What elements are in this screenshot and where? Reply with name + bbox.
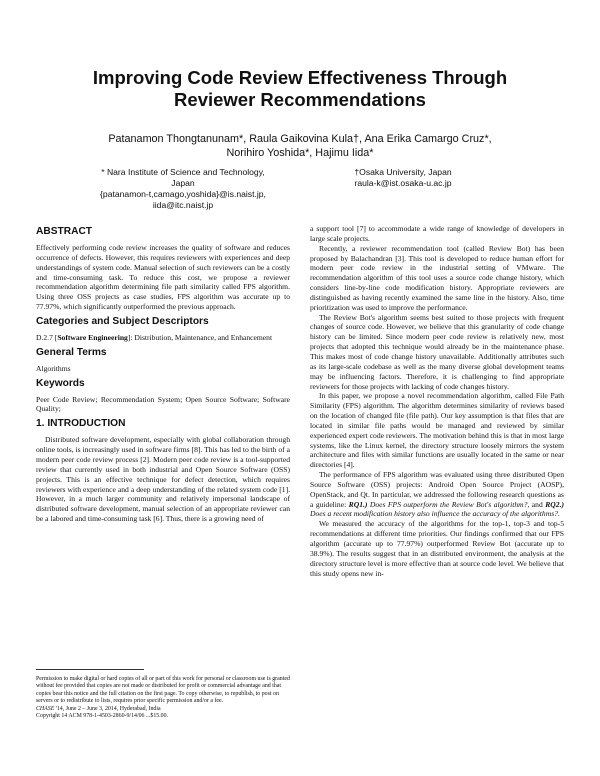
rq-intro: The performance of FPS algorithm was evaluated using three distributed Open Source Software (OSS) projects: Android Open Source Project (AOSP), OpenStack, and Qt. In particular, we addressed the following research questions as a guideline:	[310, 470, 564, 509]
categories-rest: ]: Distribution, Maintenance, and Enhancement	[127, 332, 273, 342]
categories-code: D.2.7 [	[36, 332, 58, 342]
introduction-heading: 1. INTRODUCTION	[36, 418, 126, 430]
paragraph: We measured the accuracy of the algorithms for the top-1, top-3 and top-5 recommendations at different time priorities. Our findings confirmed that our FPS algorithm (accurate up to 77.97%) outperformed Review Bot (accurate up to 38.9%). The results suggest that in an distributed environment, the analysis at the directory structure level is more effective than at source code level. We believe that this study opens new in-	[310, 519, 564, 578]
venue-details: '14, June 2 – June 3, 2014, Hyderabad, India	[54, 705, 161, 712]
affiliation-email: raula-k@ist.osaka-u.ac.jp	[354, 178, 452, 188]
abstract-heading: ABSTRACT	[36, 226, 93, 237]
introduction-text: Distributed software development, especially with global collaboration through online tools, is increasingly used in software firms [8]. This has led to the birth of a modern peer code review process [2]. Modern peer code review is a tool-supported review that currently used in both industrial and Open Source Software (OSS) projects. This is an effective technique for defect detection, which requires reviewers with experience and a deep understanding of the related system code [1]. However, in a much larger community and relatively impersonal landscape of distributed software development, manual selection of an appropriate reviewer can be a labored and time-consuming task [6]. Thus, there is a growing need of	[36, 435, 290, 524]
rq1-text: Does FPS outperform the Review Bot's algorithm?,	[367, 499, 530, 509]
general-terms-heading: General Terms	[36, 346, 107, 358]
paragraph: The Review Bot's algorithm seems best suited to those projects with frequent changes of source code. However, we believe that this granularity of code change history can be limited. Since modern peer code review is relatively new, most projects that adopted this technique would already be in the maintenance phase. This makes most of code change history unavailable. Additionally attributes such as its large-scale codebase as well as the many diverse global development teams may be influencing factors. Therefore, it is challenging to find appropriate reviewers for those projects with lacking of code changes history.	[310, 312, 564, 391]
copyright-notice	[36, 669, 290, 720]
left-column	[36, 226, 290, 524]
categories-text	[36, 333, 290, 343]
title-line-2: Reviewer Recommendations	[174, 89, 426, 110]
permission-text: Permission to make digital or hard copies of all or part of this work for personal or classroom use is granted without fee provided that copies are not made or distributed for profit or commercial advantage and that copies bear this notice and the full citation on the first page. To copy otherwise, to republish, to post on servers or to redistribute to lists, requires prior specific permission and/or a fee.	[36, 676, 290, 705]
rq-connector: and	[529, 499, 546, 509]
author-list	[40, 132, 560, 160]
affiliation-line: Japan	[171, 178, 195, 188]
abstract-text: Effectively performing code review increases the quality of software and reduces occurrence of defects. However, this requires reviewers with experiences and deep understandings of system code. Manual selection of such reviewers can be a costly and time-consuming task. To reduce this cost, we propose a reviewer recommendation algorithm determining file path similarity called FPS algorithm. Using three OSS projects as case studies, FPS algorithm was accurate up to 77.97%, which significantly outperformed the previous approach.	[36, 243, 290, 312]
paragraph: Recently, a reviewer recommendation tool (called Review Bot) has been proposed by Balachandran [3]. This tool is developed to reduce human effort for modern peer code review in the industrial setting of VMware. The recommendation algorithm of this tool uses a source code change history, which considers line-by-line code modification history. Appropriate reviewers are distinguished as having recently examined the same line in the history. Also, time prioritization was used to improve the performance.	[310, 243, 564, 312]
paragraph: In this paper, we propose a novel recommendation algorithm, called File Path Similarity (FPS) algorithm. The algorithm determines similarity of reviews based on the location of changed file (file path). Our key assumption is that files that are located in similar file paths would be managed and reviewed by similar experienced expert code reviewers. The motivation behind this is that in most large systems, like the Linux kernel, the directory structure loosely mirrors the system architecture and files with similar functions are usually located in the same or near directories [4].	[310, 391, 564, 470]
affiliation-nara	[68, 167, 298, 211]
venue-line	[36, 706, 290, 713]
paragraph: a support tool [7] to accommodate a wide range of knowledge of developers in large scale projects.	[310, 224, 564, 243]
rq2-label: RQ2.)	[545, 499, 564, 509]
rq2-text: Does a recent modification history also influence the accuracy of the algorithms?.	[310, 509, 560, 519]
footnote-rule	[36, 669, 144, 670]
categories-heading: Categories and Subject Descriptors	[36, 315, 209, 327]
authors-line-2: Norihiro Yoshida*, Hajimu Iida*	[226, 147, 374, 159]
affiliation-osaka	[318, 167, 488, 189]
authors-line-1: Patanamon Thongtanunam*, Raula Gaikovina Kula†, Ana Erika Camargo Cruz*,	[108, 133, 492, 145]
rq1-label: RQ1.)	[348, 499, 368, 509]
general-terms-text: Algorithms	[36, 363, 71, 373]
venue-name: CHASE	[36, 705, 55, 712]
keywords-text: Peer Code Review; Recommendation System; Open Source Software; Software Quality;	[36, 394, 290, 414]
paper-title	[40, 67, 560, 111]
affiliation-email: iida@itc.naist.jp	[152, 200, 214, 210]
keywords-heading: Keywords	[36, 377, 85, 389]
copyright-line: Copyright 14 ACM 978-1-4503-2860-9/14/06 ...$15.00.	[36, 713, 169, 720]
title-line-1: Improving Code Review Effectiveness Through	[92, 67, 508, 88]
affiliation-email: {patanamon-t,camago,yoshida}@is.naist.jp,	[100, 189, 266, 199]
categories-bold: Software Engineering	[57, 332, 128, 342]
affiliation-line: †Osaka University, Japan	[354, 167, 452, 177]
affiliation-line: * Nara Institute of Science and Technology,	[101, 167, 265, 177]
research-questions-paragraph	[310, 470, 564, 519]
right-column	[310, 224, 564, 578]
